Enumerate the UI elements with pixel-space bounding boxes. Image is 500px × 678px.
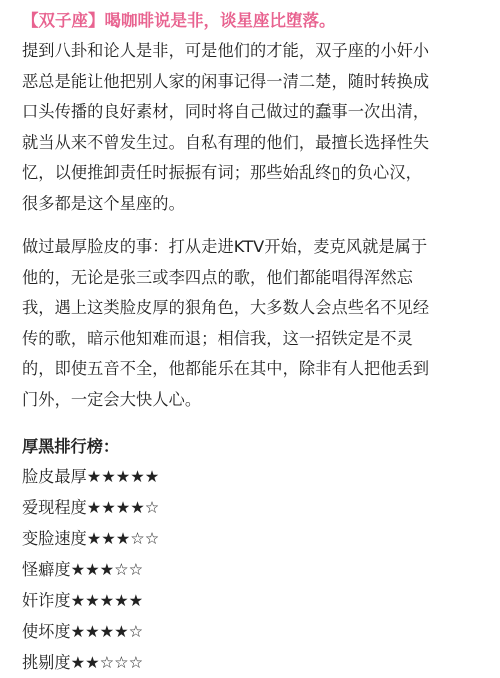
ranking-label: 脸皮最厚 [22,467,87,486]
star-rating: ★★★☆☆ [86,529,160,548]
star-rating: ★★★★☆ [70,622,144,641]
paragraph-line: 口头传播的良好素材，同时将自己做过的蠢事一次出清， [22,102,430,121]
paragraph-line: 很多都是这个星座的。 [22,193,185,213]
paragraph-line: 做过最厚脸皮的事：打从走进KTV开始，麦克风就是属于 [22,237,428,256]
paragraph-line: 我，遇上这类脸皮厚的狠角色，大多数人会点些名不见经 [22,298,430,317]
star-rating: ★★★★★ [86,467,160,486]
ranking-item [22,585,322,616]
ranking-label: 变脸速度 [22,529,87,548]
star-rating: ★★☆☆☆ [70,653,144,672]
star-rating: ★★★★☆ [86,498,160,517]
ranking-item [22,492,322,523]
article-title: 【双子座】喝咖啡说是非，谈星座比堕落。 [22,11,336,30]
paragraph-line: 恶总是能让他把别人家的闲事记得一清二楚，随时转换成 [22,71,430,91]
paragraph-line: 提到八卦和论人是非，可是他们的才能，双子座的小奸小 [22,41,430,60]
star-rating: ★★★☆☆ [70,560,144,579]
ranking-item [22,461,322,492]
paragraph-line: 忆，以便推卸责任时振振有词；那些始乱终▯的负心汉， [22,163,422,182]
star-rating: ★★★★★ [70,591,144,610]
ranking-item [22,523,322,554]
paragraph-ktv [22,232,480,415]
paragraph-line: 传的歌，暗示他知难而退；相信我，这一招铁定是不灵 [22,328,413,348]
ranking-list [22,461,322,678]
ranking-item [22,616,322,647]
paragraph-line: 的，即使五音不全，他都能乐在其中，除非有人把他丢到 [22,359,430,378]
ranking-item [22,647,322,678]
paragraph-gossip [22,36,480,219]
paragraph-line: 就当从来不曾发生过。自私有理的他们，最擅长选择性失 [22,132,430,152]
ranking-label: 使坏度 [22,622,71,641]
paragraph-line: 他的，无论是张三或李四点的歌，他们都能唱得浑然忘 [22,267,413,287]
paragraph-line: 门外，一定会大快人心。 [22,389,202,409]
ranking-label: 奸诈度 [22,591,71,610]
ranking-title: 厚黑排行榜： [22,437,120,456]
ranking-label: 怪癖度 [22,560,71,579]
ranking-label: 挑剔度 [22,653,71,672]
ranking-item [22,554,322,585]
ranking-label: 爱现程度 [22,498,87,517]
